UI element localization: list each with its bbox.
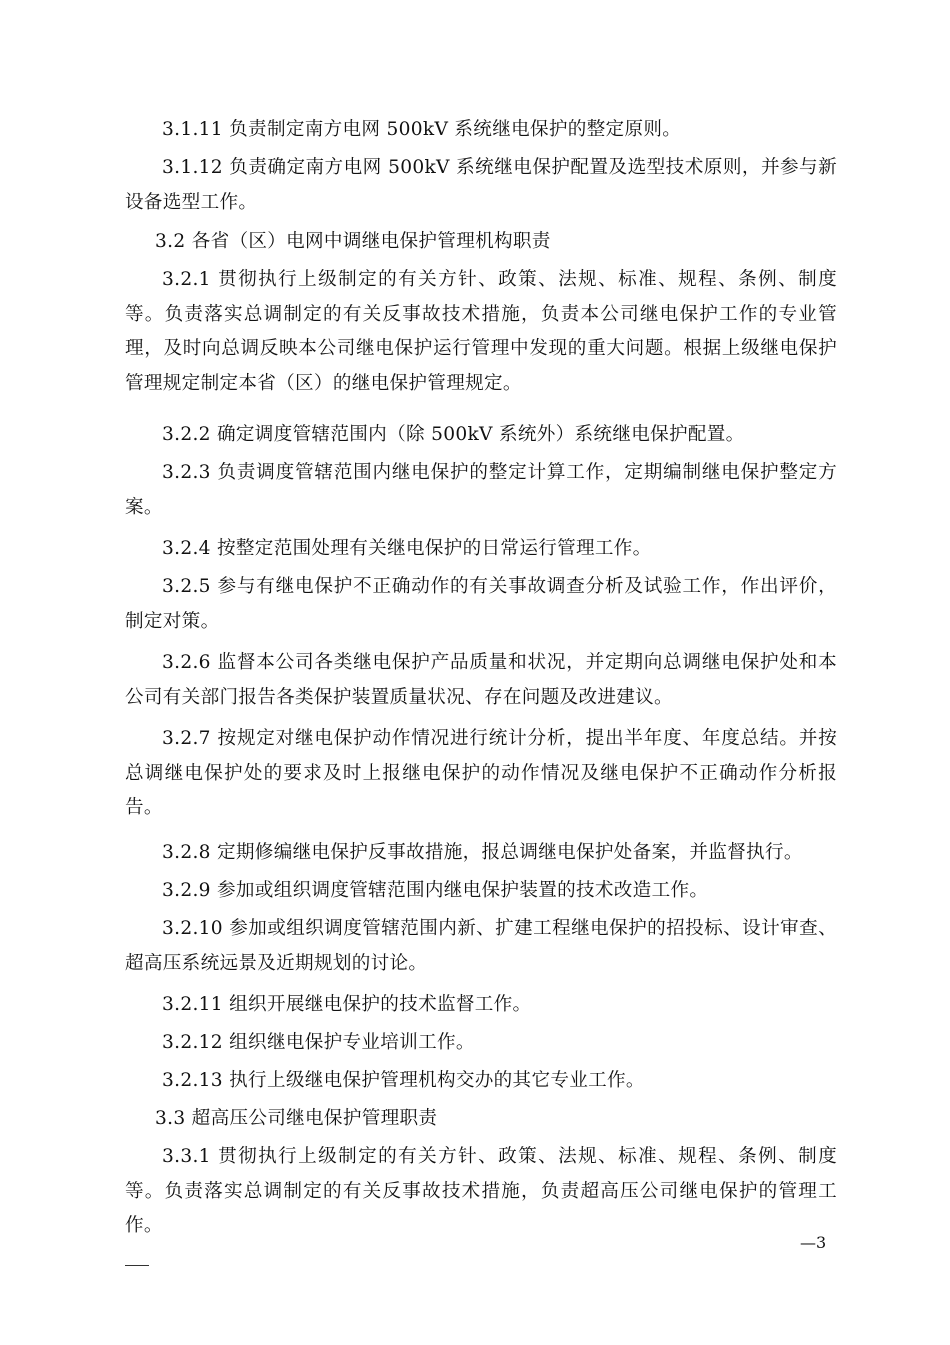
paragraph-3-1-12: 3.1.12 负责确定南方电网 500kV 系统继电保护配置及选型技术原则，并参与新设备选型工作。 [125, 157, 837, 213]
page-number: —3 [800, 1233, 827, 1252]
paragraph-3-3-1: 3.3.1 贯彻执行上级制定的有关方针、政策、法规、标准、规程、条例、制度等。负责落实总调制定的有关反事故技术措施，负责超高压公司继电保护的管理工作。 [125, 1146, 837, 1236]
paragraph-3-2-7: 3.2.7 按规定对继电保护动作情况进行统计分析，提出半年度、年度总结。并按总调继电保护处的要求及时上报继电保护的动作情况及继电保护不正确动作分析报告。 [125, 728, 837, 818]
paragraph-3-2-9: 3.2.9 参加或组织调度管辖范围内继电保护装置的技术改造工作。 [162, 880, 709, 901]
paragraph-3-2-13: 3.2.13 执行上级继电保护管理机构交办的其它专业工作。 [162, 1070, 645, 1091]
paragraph-3-2-1: 3.2.1 贯彻执行上级制定的有关方针、政策、法规、标准、规程、条例、制度等。负责落实总调制定的有关反事故技术措施，负责本公司继电保护工作的专业管理，及时向总调反映本公司继电保护运行管理中发现的重大问题。根据上级继电保护管理规定制定本省（区）的继电保护管理规定。 [125, 269, 837, 394]
paragraph-3-2-11: 3.2.11 组织开展继电保护的技术监督工作。 [162, 994, 532, 1015]
paragraph-3-2-8: 3.2.8 定期修编继电保护反事故措施，报总调继电保护处备案，并监督执行。 [162, 842, 803, 863]
paragraph-3-1-11: 3.1.11 负责制定南方电网 500kV 系统继电保护的整定原则。 [162, 119, 682, 140]
paragraph-3-2-12: 3.2.12 组织继电保护专业培训工作。 [162, 1032, 475, 1053]
paragraph-3-2-5: 3.2.5 参与有继电保护不正确动作的有关事故调查分析及试验工作，作出评价，制定对策。 [125, 576, 837, 632]
section-heading-3-3: 3.3 超高压公司继电保护管理职责 [155, 1108, 438, 1129]
footer-dash [125, 1265, 149, 1266]
paragraph-3-2-10: 3.2.10 参加或组织调度管辖范围内新、扩建工程继电保护的招投标、设计审查、超高压系统远景及近期规划的讨论。 [125, 918, 837, 974]
section-heading-3-2: 3.2 各省（区）电网中调继电保护管理机构职责 [155, 231, 551, 252]
paragraph-3-2-2: 3.2.2 确定调度管辖范围内（除 500kV 系统外）系统继电保护配置。 [162, 424, 745, 445]
paragraph-3-2-6: 3.2.6 监督本公司各类继电保护产品质量和状况，并定期向总调继电保护处和本公司有关部门报告各类保护装置质量状况、存在问题及改进建议。 [125, 652, 837, 708]
paragraph-3-2-3: 3.2.3 负责调度管辖范围内继电保护的整定计算工作，定期编制继电保护整定方案。 [125, 462, 837, 518]
paragraph-3-2-4: 3.2.4 按整定范围处理有关继电保护的日常运行管理工作。 [162, 538, 652, 559]
